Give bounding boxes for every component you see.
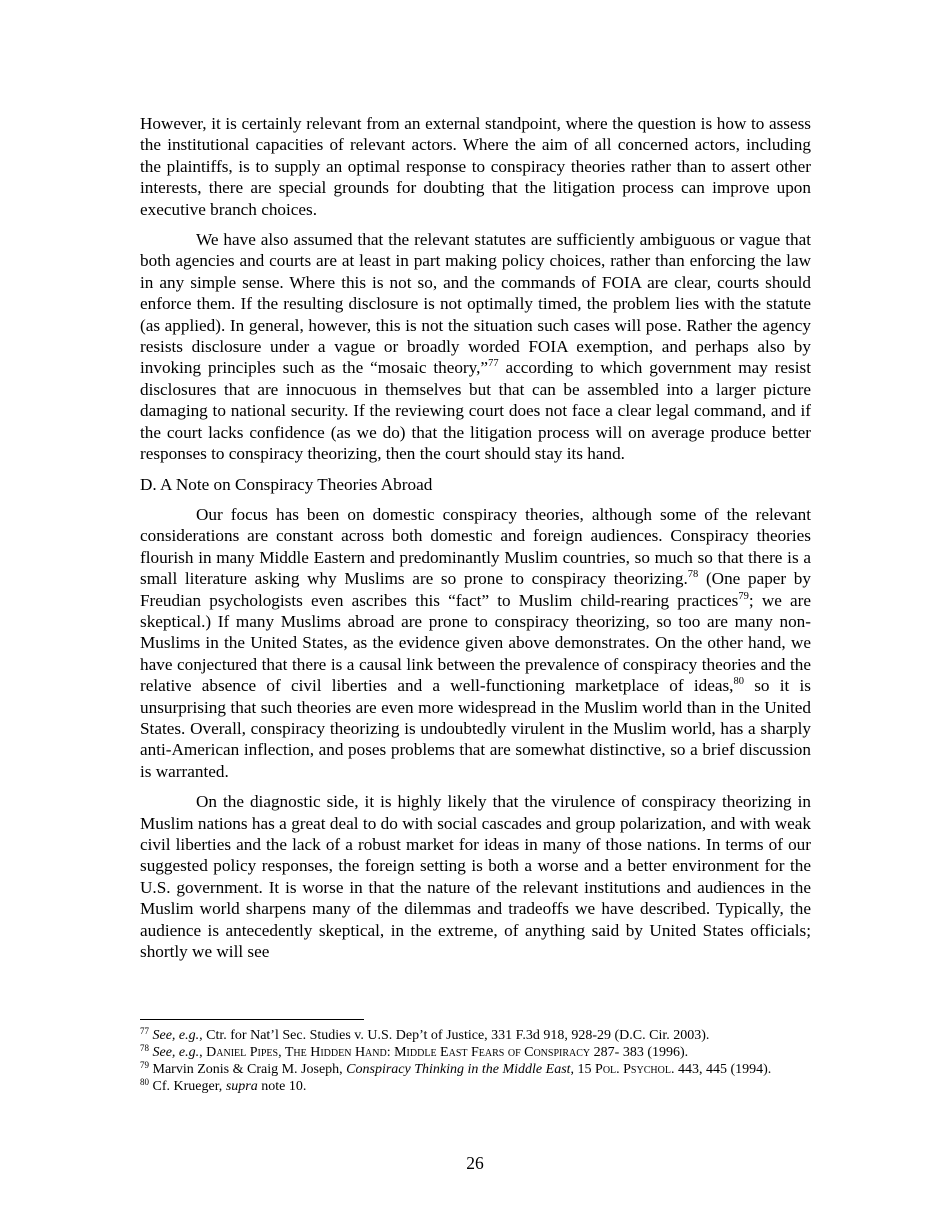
paragraph: We have also assumed that the relevant statutes are sufficiently ambiguous or vague that both agencies and courts are at least in part making policy choices, rather than enforcing the law in any simple sense. Where this is not so, and the commands of FOIA are clear, courts should enforce them. If the resulting disclosure is not optimally timed, the problem lies with the statute (as applied). In general, however, this is not the situation such cases will pose. Rather the agency resists disclosure under a vague or broadly worded FOIA exemption, and perhaps also by invoking principles such as the “mosaic theory,”$^{77}$ according to which government may resist disclosures that are innocuous in themselves but that can be assembled into a larger picture damaging to national security. If the reviewing court does not face a clear legal command, and if the court lacks confidence (as we do) that the litigation process will on average produce better responses to conspiracy theorizing, then the court should stay its hand. — [140, 230, 811, 464]
footnote-ref-79[interactable]: 79 — [738, 590, 749, 602]
footnote-separator — [140, 1019, 364, 1020]
footnote-78: $^{78}$ See, e.g., Daniel Pipes, The Hidden Hand: Middle East Fears of Conspiracy 287- 383 (1996). — [140, 1043, 689, 1060]
paragraph: On the diagnostic side, it is highly likely that the virulence of conspiracy theorizing in Muslim nations has a great deal to do with social cascades and group polarization, and with weak civil liberties and the lack of a robust market for ideas in many of those nations. In terms of our suggested policy responses, the foreign setting is both a worse and a better environment for the U.S. government. It is worse in that the nature of the relevant institutions and audiences in the Muslim world sharpens many of the dilemmas and tradeoffs we have described. Typically, the audience is antecedently skeptical, in the extreme, of anything said by United States officials; shortly we will see — [140, 792, 811, 962]
footnotes — [140, 1027, 811, 1095]
page-number: 26 — [466, 1153, 484, 1173]
paragraph: Our focus has been on domestic conspiracy theories, although some of the relevant considerations are constant across both domestic and foreign audiences. Conspiracy theories flourish in many Middle Eastern and predominantly Muslim countries, so much so that there is a small literature asking why Muslims are so prone to conspiracy theorizing.$^{78}$ (One paper by Freudian psychologists even ascribes this “fact” to Muslim child-rearing practices$^{79}$; we are skeptical.) If many Muslims abroad are prone to conspiracy theorizing, so too are many non-Muslims in the United States, as the evidence given above demonstrates. On the other hand, we have conjectured that there is a causal link between the prevalence of conspiracy theories and the relative absence of civil liberties and a well-functioning marketplace of ideas,$^{80}$ so it is unsurprising that such theories are even more widespread in the Muslim world than in the United States. Overall, conspiracy theorizing is undoubtedly virulent in the Muslim world, has a sharply anti-American inflection, and poses problems that are somewhat distinctive, so a brief discussion is warranted. — [140, 504, 811, 781]
footnote-80: $^{80}$ Cf. Krueger, supra note 10. — [140, 1077, 307, 1094]
body-text — [140, 113, 811, 971]
footnote-77: $^{77}$ See, e.g., Ctr. for Nat’l Sec. Studies v. U.S. Dep’t of Justice, 331 F.3d 918, 928-29 (D.C. Cir. 2003). — [140, 1026, 710, 1043]
footnote-79: $^{79}$ Marvin Zonis & Craig M. Joseph, Conspiracy Thinking in the Middle East, 15 Pol. Psychol. 443, 445 (1994). — [140, 1060, 772, 1077]
footnote-ref-77[interactable]: 77 — [488, 358, 499, 370]
paragraph: However, it is certainly relevant from an external standpoint, where the question is how to assess the institutional capacities of relevant actors. Where the aim of all concerned actors, including the plaintiffs, is to supply an optimal response to conspiracy theories rather than to assert other interests, there are special grounds for doubting that the litigation process can improve upon executive branch choices. — [140, 114, 811, 219]
footnote-ref-80[interactable]: 80 — [733, 676, 744, 688]
section-heading: D. A Note on Conspiracy Theories Abroad — [140, 474, 433, 494]
footnote-ref-78[interactable]: 78 — [687, 569, 699, 581]
